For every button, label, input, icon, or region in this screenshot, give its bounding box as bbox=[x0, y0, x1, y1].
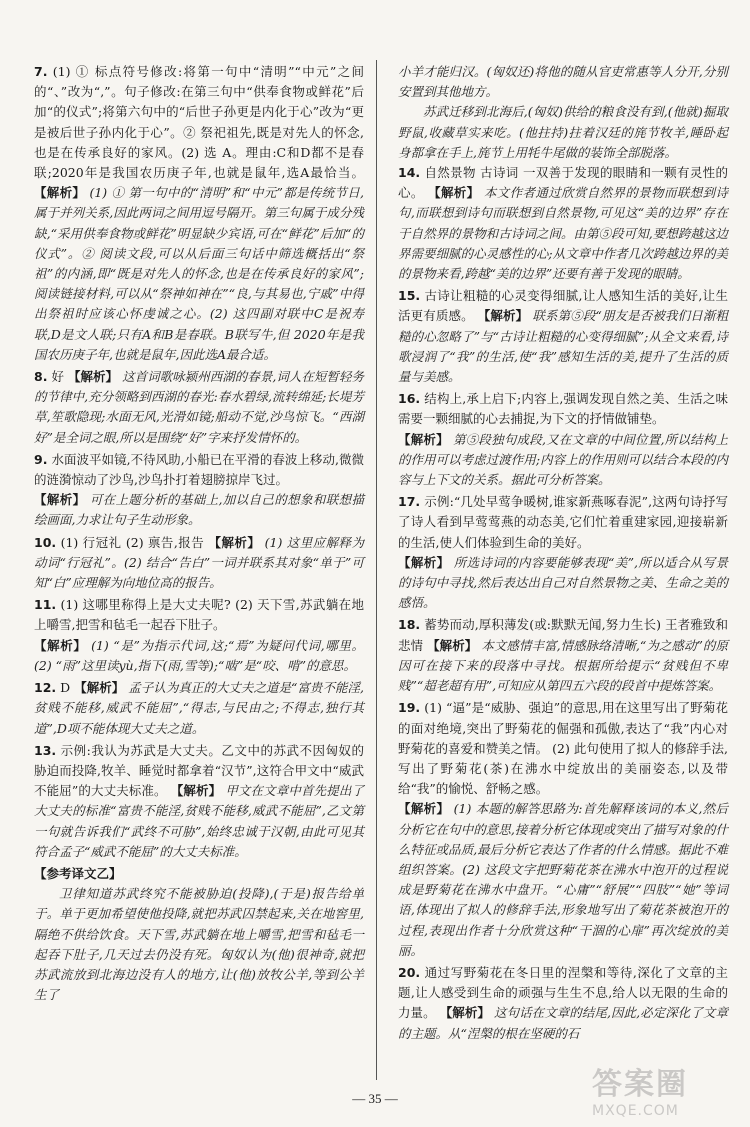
answer-text: 示例:“几处早莺争暖树,谁家新燕啄春泥”,这两句诗抒写了诗人看到早莺莺燕的动态美,它们忙着重建家园,迎接崭新的生活,使人们体验到生命的美好。 bbox=[398, 494, 728, 550]
analysis-tag: 【解析】 bbox=[34, 637, 87, 653]
answer-text: 示例:我认为苏武是大丈夫。乙文中的苏武不因匈奴的胁迫而投降,牧羊、睡觉时都拿着“汉节”,这符合甲文中“威武不能屈”的大丈夫标准。 bbox=[34, 742, 364, 799]
answer-text: 通过写野菊花在冬日里的涅槃和等待,深化了文章的主题,让人感受到生命的顽强与生生不息,给人以无限的生命的力量。 bbox=[398, 964, 728, 1021]
answer-text: 好 bbox=[51, 369, 64, 385]
analysis-tag: 【解析】 bbox=[34, 492, 86, 508]
watermark-logo bbox=[592, 1059, 732, 1119]
analysis-text: 这句话在文章的结尾,因此,必定深化了文章的主题。从“涅槃的根在坚硬的石 bbox=[398, 1005, 728, 1041]
analysis-text: 第⑤段独句成段,又在文章的中间位置,所以结构上的作用可以考虑过渡作用;内容上的作用则可以结合本段的内容与上下文的关系。据此可分析答案。 bbox=[398, 431, 728, 488]
question-13 bbox=[34, 741, 364, 862]
watermark-domain: MXQE.COM bbox=[592, 1103, 679, 1119]
analysis-text: (1) “是”为指示代词,这;“焉”为疑问代词,哪里。(2) “雨”这里读yù,指下(雨,雪等);“啮”是“咬、啃”的意思。 bbox=[34, 637, 364, 673]
page-number: — 35 — bbox=[352, 1091, 398, 1106]
analysis-tag: 【解析】 bbox=[439, 1005, 490, 1021]
question-14 bbox=[398, 163, 728, 284]
analysis-text: 孟子认为真正的大丈夫之道是“富贵不能淫,贫贱不能移,威武不能屈”,“得志,与民由之;不得志,独行其道”,D项不能体现大丈夫之道。 bbox=[34, 680, 364, 736]
analysis-tag: 【解析】 bbox=[398, 554, 450, 570]
question-12 bbox=[34, 678, 364, 739]
translation-continued-paragraph: 苏武迁移到北海后,(匈奴)供给的粮食没有到,(他就)掘取野鼠,收藏草实来吃。(他拄持)拄着汉廷的旄节牧羊,睡卧起身都拿在手上,旄节上用牦牛尾做的装饰全部脱落。 bbox=[398, 104, 728, 160]
analysis-tag: 【解析】 bbox=[170, 783, 222, 799]
analysis-tag: 【解析】 bbox=[74, 680, 125, 696]
analysis-tag: 【解析】 bbox=[427, 637, 478, 653]
analysis-tag: 【解析】 bbox=[208, 534, 261, 550]
answer-text: (1) 行冠礼 (2) 禀告,报告 bbox=[60, 534, 205, 550]
answer-text: 自然景物 古诗词 一双善于发现的眼睛和一颗有灵性的心。 bbox=[398, 165, 728, 201]
answer-text: 古诗让粗糙的心灵变得细腻,让人感知生活的美好,让生活更有质感。 bbox=[398, 288, 728, 324]
analysis-tag: 【解析】 bbox=[34, 185, 86, 201]
question-8 bbox=[34, 367, 364, 448]
analysis-text: 本文感情丰富,情感脉络清晰,“为之感动”的原因可在接下来的段落中寻找。根据所给提示“贫贱但不卑贱”“超老超有用”,可知应从第四五六段的段首中提炼答案。 bbox=[398, 637, 728, 694]
question-number: 14. bbox=[398, 165, 421, 181]
question-11 bbox=[34, 595, 364, 676]
question-number: 10. bbox=[34, 534, 57, 550]
question-10 bbox=[34, 533, 364, 594]
left-column bbox=[34, 62, 364, 1005]
analysis-tag: 【解析】 bbox=[398, 431, 449, 447]
answer-text: (1) “逼”是“威胁、强迫”的意思,用在这里写出了野菊花的面对绝境,突出了野菊花的倔强和孤傲,表达了“我”内心对野菊花的喜爱和赞美之情。 (2) 此句使用了拟人的修辞手法,写出了野菊花(茶)在沸水中绽放出的美丽姿态,以及带给“我”的愉悦、舒畅之感。 bbox=[398, 700, 728, 797]
question-9 bbox=[34, 450, 364, 531]
watermark-text: 答案圈 bbox=[592, 1067, 688, 1102]
analysis-text: 联系第⑤段“朋友是否被我们日渐粗糙的心忽略了”与“古诗让粗糙的心变得细腻”;从全文来看,诗歌浸润了“我”的生活,使“我”感知生活的美,提升了生活的质量与美感。 bbox=[398, 308, 728, 385]
question-number: 13. bbox=[34, 742, 57, 758]
question-number: 15. bbox=[398, 288, 421, 304]
analysis-text: (1) 这里应解释为动词“行冠礼”。(2) 结合“告白”一词并联系其对象“单于”可知“白”应理解为向地位高的报告。 bbox=[34, 534, 364, 591]
answer-text: 水面波平如镜,不待风助,小船已在平滑的春波上移动,微微的涟漪惊动了沙鸟,沙鸟扑打着翅膀掠岸飞过。 bbox=[34, 451, 364, 488]
translation-heading: 【参考译文乙】 bbox=[34, 865, 122, 881]
analysis-text: 这首词歌咏颍州西湖的春景,词人在短暂轻务的节律中,充分领略到西湖的春光:春水碧绿,流转绵延;长堤芳草,笙歌隐现;水面无风,光滑如镜;船动不觉,沙鸟惊飞。“西湖好”是全词之眼,所以是围绕“好”字来抒发情怀的。 bbox=[34, 369, 364, 445]
question-number: 7. bbox=[34, 64, 48, 79]
question-16 bbox=[398, 389, 728, 490]
question-19 bbox=[398, 698, 728, 961]
question-number: 20. bbox=[398, 964, 421, 980]
question-number: 17. bbox=[398, 494, 421, 510]
question-number: 11. bbox=[34, 597, 57, 613]
analysis-text: 可在上题分析的基础上,加以自己的想象和联想描绘画面,力求让句子生动形象。 bbox=[34, 492, 364, 528]
question-18 bbox=[398, 615, 728, 696]
analysis-tag: 【解析】 bbox=[398, 801, 450, 817]
analysis-tag: 【解析】 bbox=[67, 369, 119, 385]
answer-text: D bbox=[60, 680, 71, 696]
question-number: 9. bbox=[34, 451, 48, 467]
question-number: 12. bbox=[34, 680, 57, 696]
analysis-text: (1) ① 第一句中的“清明”和“中元”都是传统节日,属于并列关系,因此两词之间用逗号隔开。第三句属于成分残缺,“采用供奉食物或鲜花”明显缺少宾语,可在“鲜花”后加“的仪式”。② 阅读文段,可以从后面三句话中筛选概括出“祭祖”的内涵,即“既是对先人的怀念,也是在传承良好的家风”;阅读链接材料,可以从“祭神如神在”“良,与其易也,宁戚”中得出祭祖时应该心怀虔诚之心。(2) 这四副对联中C是祝寿联,D是文人联;只有A和B是春联。B联写牛,但 2020年是我国农历庚子年,也就是鼠年,因此选A最合适。 bbox=[34, 185, 364, 362]
question-number: 19. bbox=[398, 700, 421, 716]
answer-text: 蓄势而动,厚积薄发(或:默默无闻,努力生长) 王者雅致和悲情 bbox=[398, 617, 728, 653]
translation-continued: 小羊才能归汉。(匈奴还)将他的随从官吏常惠等人分开,分别安置到其他地方。 bbox=[398, 64, 728, 100]
right-column bbox=[398, 62, 728, 1046]
question-number: 16. bbox=[398, 391, 421, 407]
question-number: 8. bbox=[34, 369, 48, 385]
question-17 bbox=[398, 492, 728, 613]
translation-text: 卫律知道苏武终究不能被胁迫(投降),(于是)报告给单于。单于更加希望使他投降,就把苏武囚禁起来,关在地窖里,隔绝不供给饮食。天下雪,苏武躺在地上嚼雪,把雪和毡毛一起吞下肚子,几天过去仍没有死。匈奴认为(他)很神奇,就把苏武流放到北海边没有人的地方,让(他)放牧公羊,等到公羊生了 bbox=[34, 886, 364, 1003]
column-divider bbox=[376, 60, 377, 1080]
question-20 bbox=[398, 963, 728, 1044]
question-7 bbox=[34, 62, 364, 365]
analysis-tag: 【解析】 bbox=[477, 308, 529, 324]
question-number: 18. bbox=[398, 617, 421, 633]
answer-text: 结构上,承上启下;内容上,强调发现自然之美、生活之味需要一颗细腻的心去捕捉,为下文的抒情做铺垫。 bbox=[398, 391, 728, 427]
analysis-tag: 【解析】 bbox=[428, 185, 480, 201]
answer-text: (1) ① 标点符号修改:将第一句中“清明”“中元”之间的“、”改为“,”。句子修改:在第三句中“供奉食物或鲜花”后加“的仪式”;将第六句中的“后世子孙更是内化于心”改为“更是被后世子孙内化于心”。② 祭祀祖先,既是对先人的怀念,也是在传承良好的家风。(2) 选 A。理由:C和D都不是春联;2020年是我国农历庚子年,也就是鼠年,选A最恰当。 bbox=[34, 64, 364, 181]
analysis-text: (1) 本题的解答思路为:首先解释该词的本义,然后分析它在句中的意思,接着分析它体现或突出了描写对象的什么特征或品质,最后分析它表达了作者的什么情感。据此不难组织答案。(2) 这段文字把野菊花茶在沸水中泡开的过程说成是野菊花在沸水中盘开。“心庸”“舒展”“四肢”“她”等词语,体现出了拟人的修辞手法,形象地写出了菊花茶被泡开的过程,表现出作者十分欣赏这种“干涸的心扉”再次绽放的美丽。 bbox=[398, 801, 728, 958]
analysis-text: 所选诗词的内容要能够表现“美”,所以适合从写景的诗句中寻找,然后表达出自己对自然景物之美、生命之美的感悟。 bbox=[398, 554, 728, 611]
analysis-text: 甲文在文章中首先提出了大丈夫的标准“富贵不能淫,贫贱不能移,威武不能屈”,乙文第一句就告诉我们“武终不可胁”,始终忠诚于汉朝,由此可见其符合孟子“威武不能屈”的大丈夫标准。 bbox=[34, 783, 364, 859]
answer-text: (1) 这哪里称得上是大丈夫呢? (2) 天下雪,苏武躺在地上嚼雪,把雪和毡毛一起吞下肚子。 bbox=[34, 597, 364, 633]
question-15 bbox=[398, 286, 728, 387]
analysis-text: 本文作者通过欣赏自然界的景物而联想到诗句,而联想到诗句而联想到自然景物,可见这“美的边界”存在于自然界的景物和古诗词之间。由第⑤段可知,要想跨越这边界需要细腻的心灵感性的心;从文章中作者几次跨越边界的美的景物来看,跨越“美的边界”还要有善于发现的眼睛。 bbox=[398, 185, 728, 282]
